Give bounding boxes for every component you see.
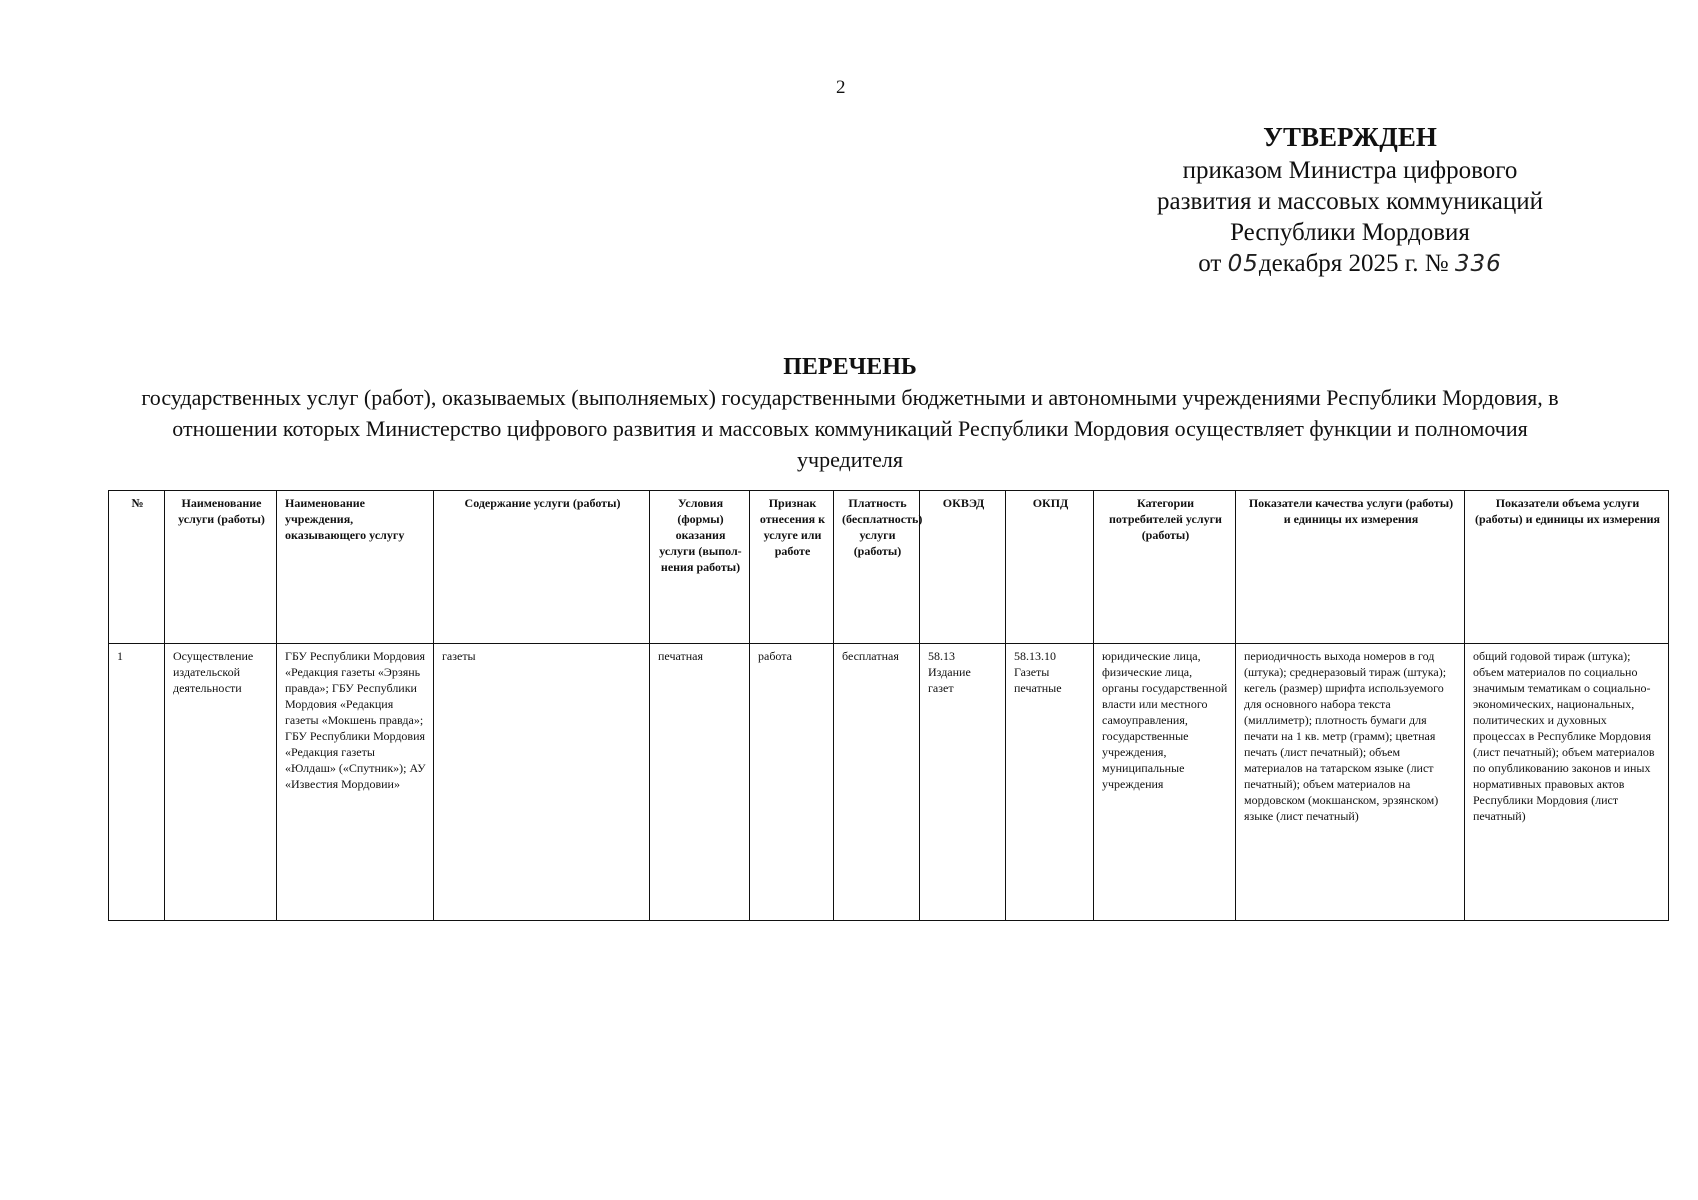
document-subtitle: государственных услуг (работ), оказываемых (выполняемых) государственными бюджетными и автономными учреждениями Республики Мордовия, в отношении которых Министерство цифрового развития и массовых коммуникаций Республики Мордовия осуществляет функции и полномочия учредителя: [141, 385, 1559, 472]
cell-service-name: Осуществление издательской деятельности: [165, 644, 277, 921]
approval-title: УТВЕРЖДЕН: [1263, 122, 1437, 152]
cell-num: 1: [109, 644, 165, 921]
header-okved: ОКВЭД: [920, 491, 1006, 644]
header-volume: Показатели объема услуги (работы) и единицы их измерения: [1465, 491, 1669, 644]
header-okpd: ОКПД: [1006, 491, 1094, 644]
date-rest: декабря 2025 г. №: [1258, 250, 1449, 277]
cell-consumers: юридические лица, физические лица, органы государственной власти или местного самоуправления, государственные учреждения, муниципальные учреждения: [1094, 644, 1236, 921]
approval-block: [1090, 122, 1610, 280]
cell-content: газеты: [434, 644, 650, 921]
cell-conditions: печатная: [650, 644, 750, 921]
cell-payment: бесплатная: [834, 644, 920, 921]
services-table: [108, 490, 1669, 921]
handwritten-date-day: 05: [1227, 251, 1259, 277]
header-service-name: Наименование услуги (работы): [165, 491, 277, 644]
cell-institutions: ГБУ Республики Мордовия «Редакция газеты «Эрзянь правда»; ГБУ Республики Мордовия «Редакция газеты «Мокшень правда»; ГБУ Республики Мордовия «Редакция газеты «Юлдаш» («Спутник»); АУ «Известия Мордовии»: [277, 644, 434, 921]
cell-type: работа: [750, 644, 834, 921]
header-content: Содержание услуги (работы): [434, 491, 650, 644]
cell-okpd: 58.13.10 Газеты печатные: [1006, 644, 1094, 921]
approval-line-1: приказом Министра цифрового: [1182, 157, 1518, 184]
cell-volume: общий годовой тираж (штука); объем материалов по социально значимым тематикам о социально-экономических, национальных, политических и духовных процессах в Республике Мордовия (лист печатный); объем материалов по опубликованию законов и иных нормативных правовых актов Республики Мордовия (лист печатный): [1465, 644, 1669, 921]
header-institution: Наименование учреждения, оказывающего услугу: [277, 491, 434, 644]
cell-quality: периодичность выхода номеров в год (штука); среднеразовый тираж (штука); кегель (размер) шрифта используемого для основного набора текста (миллиметр); плотность бумаги для печати на 1 кв. метр (грамм); цветная печать (лист печатный); объем материалов на татарском языке (лист печатный); объем материалов на мордовском (мокшанском, эрзянском) языке (лист печатный): [1236, 644, 1465, 921]
header-conditions: Условия (формы) оказания услуги (выпол-нения работы): [650, 491, 750, 644]
document-title: ПЕРЕЧЕНЬ: [783, 354, 917, 380]
page-number: 2: [836, 77, 846, 98]
cell-okved: 58.13 Издание газет: [920, 644, 1006, 921]
approval-line-2: развития и массовых коммуникаций: [1157, 188, 1543, 215]
header-num: №: [109, 491, 165, 644]
approval-date-line: [1090, 248, 1610, 280]
header-quality: Показатели качества услуги (работы) и единицы их измерения: [1236, 491, 1465, 644]
document-heading: [100, 352, 1600, 475]
header-payment: Платность (бесплатность) услуги (работы): [834, 491, 920, 644]
approval-line-3: Республики Мордовия: [1230, 219, 1470, 246]
table-header-row: [109, 491, 1669, 644]
header-type: Признак отнесения к услуге или работе: [750, 491, 834, 644]
handwritten-order-number: 336: [1454, 251, 1502, 277]
table-row: [109, 644, 1669, 921]
header-consumers: Категории потребителей услуги (работы): [1094, 491, 1236, 644]
date-prefix: от: [1198, 250, 1222, 277]
